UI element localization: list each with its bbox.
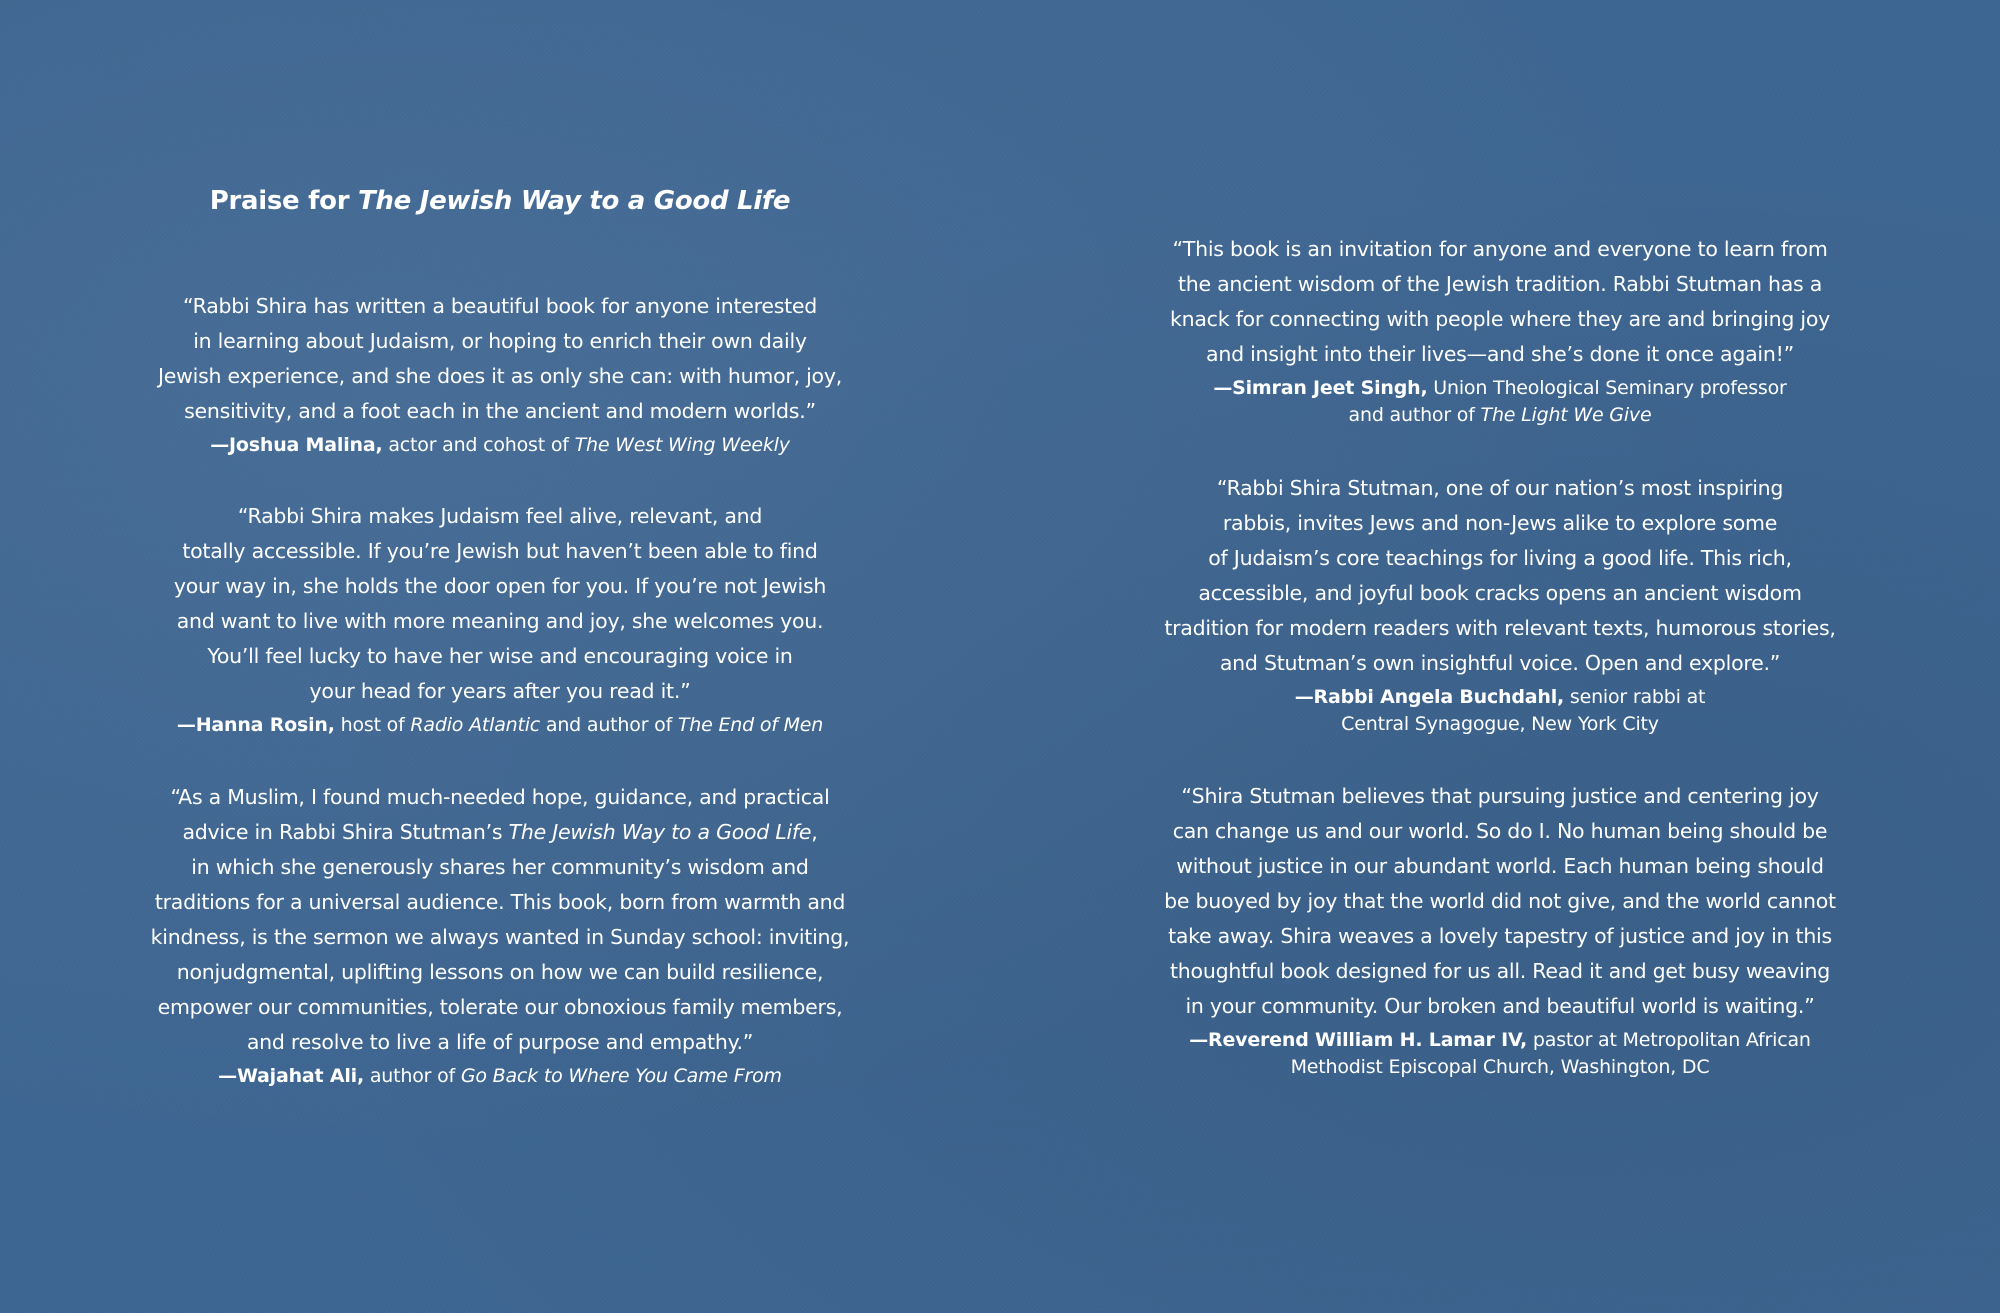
blurb-quote: “Rabbi Shira Stutman, one of our nation’s most inspiring rabbis, invites Jews and non-Jews alike to explore some of Judaism’s core teachings for living a good life. This rich, accessible, and joyful book cracks opens an ancient wisdom tradition for modern readers with relevant texts, humorous stories, and Stutman’s own insightful voice. Open and explore.” xyxy=(1164,476,1836,675)
attribution-work-2: The End of Men xyxy=(677,714,824,736)
right-page xyxy=(1140,0,1860,1313)
blurb-quote: “Rabbi Shira has written a beautiful book for anyone interested in learning about Judaism, or hoping to enrich their own daily Jewish experience, and she does it as only she can: with humor, joy, sensitivity, and a foot each in the ancient and modern worlds.” xyxy=(157,294,842,423)
praise-heading-title: The Jewish Way to a Good Life xyxy=(357,186,791,216)
attribution-name: —Reverend William H. Lamar IV, xyxy=(1189,1029,1528,1051)
attribution-work: The Light We Give xyxy=(1480,404,1652,426)
left-page xyxy=(140,0,860,1313)
blurb-hanna-rosin xyxy=(140,499,860,739)
blurb-william-lamar xyxy=(1140,779,1860,1081)
attribution-name: —Rabbi Angela Buchdahl, xyxy=(1294,686,1565,708)
inline-book-title: The Jewish Way to a Good Life xyxy=(508,820,812,844)
blurb-quote: “Shira Stutman believes that pursuing justice and centering joy can change us and our world. So do I. No human being should be without justice in our abundant world. Each human being should be buoyed by joy that the world did not give, and the world cannot take away. Shira weaves a lovely tapestry of justice and joy in this thoughtful book designed for us all. Read it and get busy weaving in your community. Our broken and beautiful world is waiting.” xyxy=(1164,784,1836,1018)
blurb-quote: “Rabbi Shira makes Judaism feel alive, relevant, and totally accessible. If you’re Jewish but haven’t been able to find your way in, she holds the door open for you. If you’re not Jewish and want to live with more meaning and joy, she welcomes you. You’ll feel lucky to have her wise and encouraging voice in your head for years after you read it.” xyxy=(173,504,827,703)
blurb-joshua-malina xyxy=(140,289,860,459)
praise-heading xyxy=(140,184,860,218)
blurb-quote: “As a Muslim, I found much-needed hope, guidance, and practical advice in Rabbi Shira Stutman’s The Jewish Way to a Good Life, in which she generously shares her community’s wisdom and traditions for a universal audience. This book, born from warmth and kindness, is the sermon we always wanted in Sunday school: inviting, nonjudgmental, uplifting lessons on how we can build resilience, empower our communities, tolerate our obnoxious family members, and resolve to live a life of purpose and empathy.” xyxy=(150,785,850,1054)
blurb-attribution: —Simran Jeet Singh, Union Theological Seminary professor and author of The Light We Give xyxy=(1213,377,1787,426)
blurb-attribution: —Wajahat Ali, author of Go Back to Where You Came From xyxy=(218,1065,782,1087)
blurb-attribution: —Reverend William H. Lamar IV, pastor at Metropolitan African Methodist Episcopal Church, Washington, DC xyxy=(1189,1029,1811,1078)
attribution-work: Go Back to Where You Came From xyxy=(460,1065,782,1087)
blurb-angela-buchdahl xyxy=(1140,471,1860,738)
attribution-name: —Simran Jeet Singh, xyxy=(1213,377,1428,399)
praise-heading-prefix: Praise for xyxy=(209,186,358,216)
blurb-quote: “This book is an invitation for anyone and everyone to learn from the ancient wisdom of the Jewish tradition. Rabbi Stutman has a knack for connecting with people where they are and bringing joy and insight into their lives—and she’s done it once again!” xyxy=(1170,237,1830,366)
attribution-name: —Joshua Malina, xyxy=(210,434,383,456)
attribution-work: The West Wing Weekly xyxy=(574,434,790,456)
attribution-name: —Hanna Rosin, xyxy=(176,714,335,736)
blurb-simran-jeet-singh xyxy=(1140,232,1860,429)
blurb-attribution: —Joshua Malina, actor and cohost of The West Wing Weekly xyxy=(210,434,790,456)
attribution-work: Radio Atlantic xyxy=(410,714,541,736)
blurb-wajahat-ali xyxy=(140,780,860,1090)
blurb-attribution: —Rabbi Angela Buchdahl, senior rabbi at Central Synagogue, New York City xyxy=(1294,686,1706,735)
blurb-attribution: —Hanna Rosin, host of Radio Atlantic and author of The End of Men xyxy=(176,714,824,736)
attribution-name: —Wajahat Ali, xyxy=(218,1065,364,1087)
